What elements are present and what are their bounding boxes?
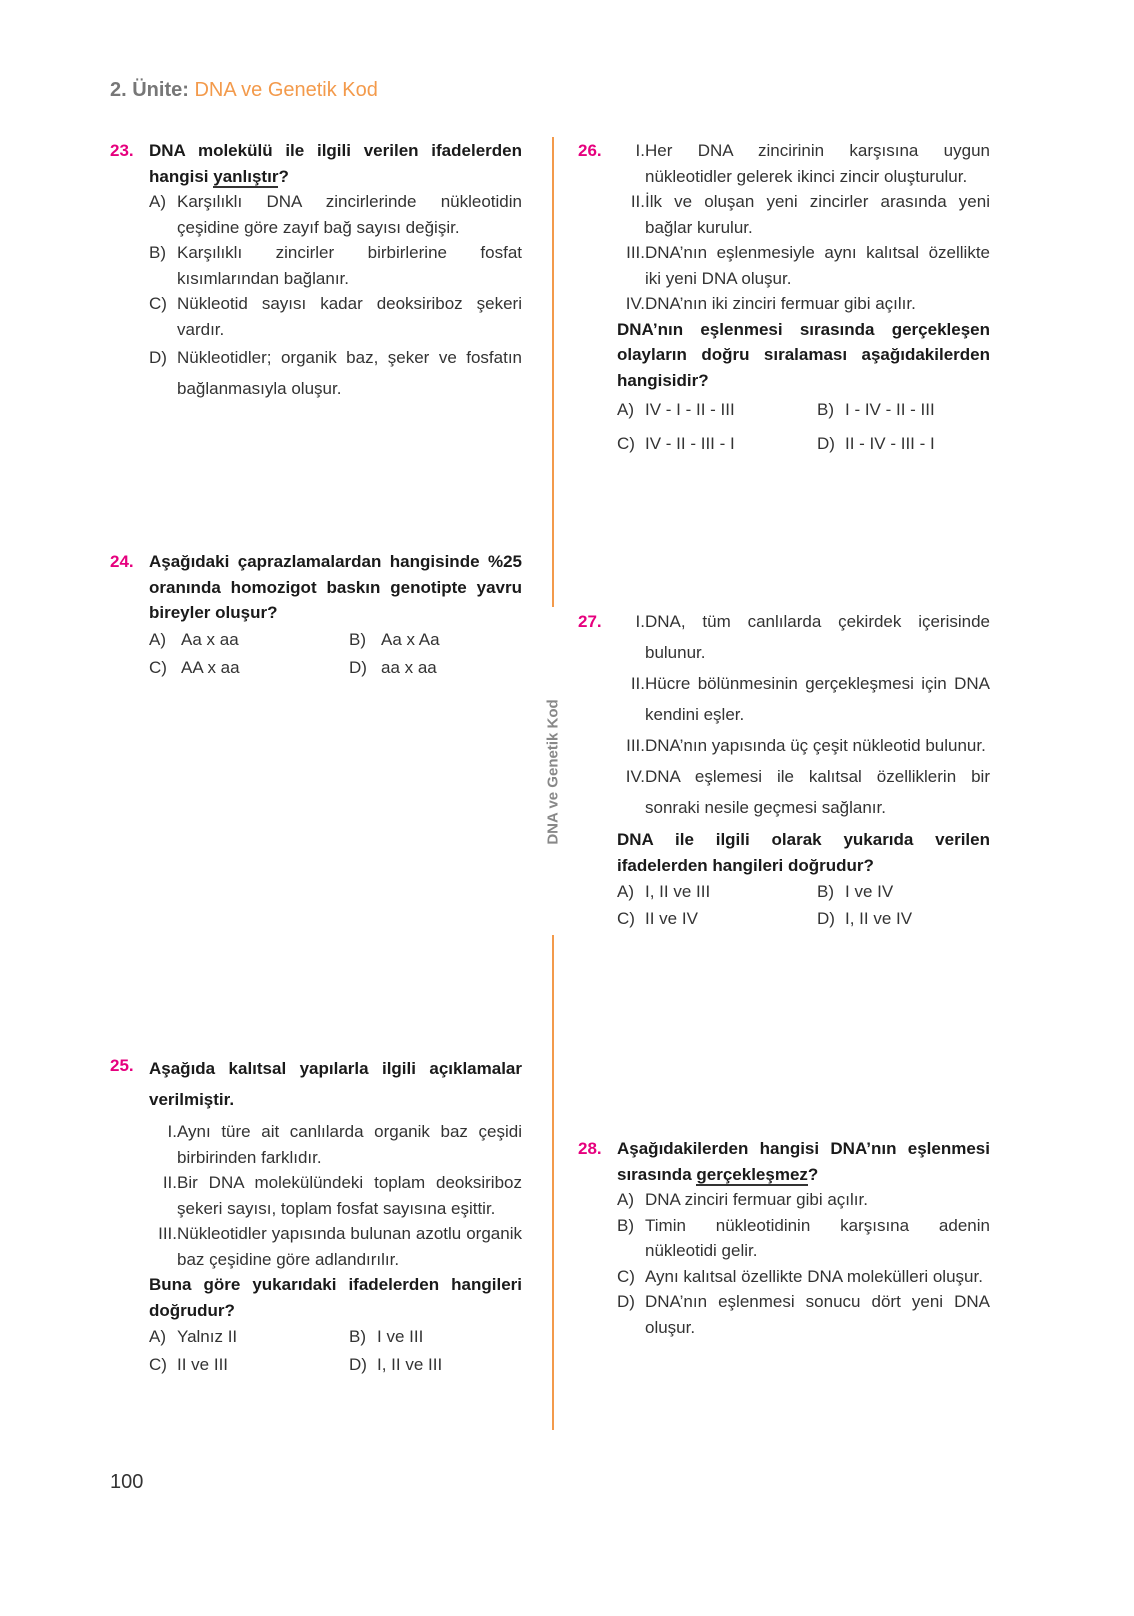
text: II. bbox=[162, 1173, 177, 1192]
text: C) bbox=[617, 909, 635, 928]
option-a[interactable] bbox=[617, 393, 817, 427]
option-c[interactable] bbox=[149, 1351, 349, 1379]
statement-2 bbox=[617, 668, 990, 730]
option-c[interactable] bbox=[149, 654, 349, 682]
text: II ve IV bbox=[645, 909, 698, 928]
question-number: 28. bbox=[578, 1139, 602, 1158]
statement-1 bbox=[617, 138, 990, 189]
text: IV - I - II - III bbox=[645, 400, 735, 419]
question-number: 25. bbox=[110, 1056, 134, 1075]
text: IV. bbox=[625, 294, 645, 313]
emphasis: yanlıştır bbox=[213, 166, 279, 186]
text: DNA’nın eşlenmesiyle aynı kalıtsal özellikte iki yeni DNA oluşur. bbox=[645, 243, 990, 288]
option-a[interactable] bbox=[149, 626, 349, 654]
option-d[interactable] bbox=[817, 905, 1017, 932]
text: Hücre bölünmesinin gerçekleşmesi için DNA kendini eşler. bbox=[645, 674, 990, 724]
text: DNA eşlemesi ile kalıtsal özelliklerin bir sonraki nesile geçmesi sağlanır. bbox=[645, 767, 990, 817]
text: DNA zinciri fermuar gibi açılır. bbox=[645, 1190, 868, 1209]
unit-header bbox=[110, 79, 378, 102]
statement-1 bbox=[617, 606, 990, 668]
page-number: 100 bbox=[110, 1471, 144, 1493]
question-stem bbox=[617, 1136, 990, 1187]
question-number: 23. bbox=[110, 141, 134, 160]
question-28 bbox=[578, 1136, 990, 1340]
text: Aşağıdakilerden hangisi DNA’nın eşlenmesi sırasında bbox=[617, 1139, 990, 1184]
text: A) bbox=[617, 400, 634, 419]
text: C) bbox=[149, 657, 167, 677]
text: DNA molekülü ile ilgili verilen ifadelerden hangisi bbox=[149, 141, 522, 186]
text: I ve IV bbox=[845, 882, 894, 901]
statement-3 bbox=[617, 240, 990, 291]
statement-1 bbox=[149, 1119, 522, 1170]
side-label: DNA ve Genetik Kod bbox=[544, 699, 562, 845]
option-b[interactable] bbox=[817, 393, 1017, 427]
text: Bir DNA molekülündeki toplam deoksiriboz şekeri sayısı, toplam fosfat sayısına eşittir. bbox=[177, 1173, 522, 1218]
option-d[interactable] bbox=[349, 1351, 549, 1379]
question-prompt: DNA’nın eşlenmesi sırasında gerçekleşen olayların doğru sıralaması aşağıdakilerden hangisidir? bbox=[617, 319, 990, 390]
text: Aa x aa bbox=[181, 629, 239, 649]
text: AA x aa bbox=[181, 657, 240, 677]
unit-label: 2. Ünite: bbox=[110, 79, 189, 101]
question-24 bbox=[110, 549, 522, 682]
text: III. bbox=[626, 243, 645, 262]
text: C) bbox=[149, 1355, 167, 1374]
text: B) bbox=[349, 629, 366, 649]
option-c[interactable] bbox=[617, 1264, 990, 1290]
column-divider bbox=[552, 935, 554, 1430]
text: C) bbox=[149, 294, 167, 313]
text: D) bbox=[817, 909, 835, 928]
text: I, II ve III bbox=[377, 1355, 443, 1374]
option-a[interactable] bbox=[149, 1323, 349, 1351]
option-b[interactable] bbox=[349, 1323, 549, 1351]
text: A) bbox=[617, 1190, 634, 1209]
text: I. bbox=[167, 1122, 177, 1141]
text: B) bbox=[817, 882, 834, 901]
option-c[interactable] bbox=[617, 905, 817, 932]
text: Karşılıklı zincirler birbirlerine fosfat kısımlarından bağlanır. bbox=[177, 243, 522, 288]
text: aa x aa bbox=[381, 657, 437, 677]
text: I. bbox=[635, 612, 645, 631]
statement-2 bbox=[617, 189, 990, 240]
option-b[interactable] bbox=[617, 1213, 990, 1264]
option-d[interactable] bbox=[817, 427, 1017, 461]
text: DNA’nın yapısında üç çeşit nükleotid bulunur. bbox=[645, 736, 986, 755]
option-b[interactable] bbox=[149, 240, 522, 291]
option-b[interactable] bbox=[349, 626, 549, 654]
text: A) bbox=[149, 629, 166, 649]
text: I ve III bbox=[377, 1327, 424, 1346]
text: Karşılıklı DNA zincirlerinde nükleotidin çeşidine göre zayıf bağ sayısı değişir. bbox=[177, 192, 522, 237]
text: D) bbox=[349, 1355, 367, 1374]
text: I - IV - II - III bbox=[845, 400, 935, 419]
text: III. bbox=[158, 1224, 177, 1243]
question-number: 27. bbox=[578, 612, 602, 631]
column-divider bbox=[552, 137, 554, 607]
option-a[interactable] bbox=[617, 878, 817, 905]
text: I, II ve III bbox=[645, 882, 711, 901]
text: III. bbox=[626, 736, 645, 755]
question-number: 24. bbox=[110, 552, 134, 571]
text: IV - II - III - I bbox=[645, 434, 735, 453]
text: İlk ve oluşan yeni zincirler arasında yeni bağlar kurulur. bbox=[645, 192, 990, 237]
text: D) bbox=[817, 434, 835, 453]
text: Aynı türe ait canlılarda organik baz çeşidi birbirinden farklıdır. bbox=[177, 1122, 522, 1167]
question-number: 26. bbox=[578, 141, 602, 160]
statement-3 bbox=[617, 730, 990, 761]
question-27 bbox=[578, 606, 990, 932]
statement-4 bbox=[617, 291, 990, 317]
text: Nükleotidler; organik baz, şeker ve fosfatın bağlanmasıyla oluşur. bbox=[177, 348, 522, 398]
text: A) bbox=[149, 192, 166, 211]
text: B) bbox=[349, 1327, 366, 1346]
question-26 bbox=[578, 138, 990, 461]
option-b[interactable] bbox=[817, 878, 1017, 905]
emphasis: gerçekleşmez bbox=[696, 1164, 808, 1184]
text: Nükleotidler yapısında bulunan azotlu organik baz çeşidine göre adlandırılır. bbox=[177, 1224, 522, 1269]
option-c[interactable] bbox=[617, 427, 817, 461]
text: B) bbox=[617, 1215, 634, 1235]
text: C) bbox=[617, 434, 635, 453]
question-stem: Aşağıda kalıtsal yapılarla ilgili açıklamalar verilmiştir. bbox=[149, 1059, 522, 1109]
option-d[interactable] bbox=[617, 1289, 990, 1340]
question-stem: Aşağıdaki çaprazlamalardan hangisinde %25 oranında homozigot baskın genotipte yavru bireyler oluşur? bbox=[149, 552, 522, 622]
text: II. bbox=[630, 192, 645, 211]
text: II. bbox=[630, 674, 645, 693]
statement-2 bbox=[149, 1170, 522, 1221]
text: DNA, tüm canlılarda çekirdek içerisinde bulunur. bbox=[645, 612, 990, 662]
text: Her DNA zincirinin karşısına uygun nükleotidler gelerek ikinci zincir oluşturulur. bbox=[645, 141, 990, 186]
text: Yalnız II bbox=[177, 1327, 238, 1346]
question-stem bbox=[149, 138, 522, 189]
question-prompt: DNA ile ilgili olarak yukarıda verilen ifadelerden hangileri doğrudur? bbox=[617, 830, 990, 875]
text: Aa x Aa bbox=[381, 629, 440, 649]
question-23 bbox=[110, 138, 522, 404]
statement-4 bbox=[617, 761, 990, 823]
text: DNA’nın eşlenmesi sonucu dört yeni DNA oluşur. bbox=[645, 1292, 990, 1337]
statement-3 bbox=[149, 1221, 522, 1272]
text: C) bbox=[617, 1266, 635, 1286]
question-25 bbox=[110, 1053, 522, 1379]
question-prompt: Buna göre yukarıdaki ifadelerden hangileri doğrudur? bbox=[149, 1275, 522, 1320]
text: I, II ve IV bbox=[845, 909, 913, 928]
option-c[interactable] bbox=[149, 291, 522, 342]
text: D) bbox=[149, 348, 167, 367]
text: ? bbox=[278, 166, 289, 186]
text: D) bbox=[349, 657, 367, 677]
text: II ve III bbox=[177, 1355, 229, 1374]
text: ? bbox=[807, 1164, 819, 1184]
text: IV. bbox=[625, 767, 645, 786]
text: B) bbox=[149, 243, 166, 262]
text: Aynı kalıtsal özellikte DNA molekülleri oluşur. bbox=[645, 1266, 983, 1286]
unit-title: DNA ve Genetik Kod bbox=[194, 79, 378, 101]
text: A) bbox=[149, 1327, 166, 1346]
option-d[interactable] bbox=[149, 342, 522, 404]
text: Nükleotid sayısı kadar deoksiriboz şekeri vardır. bbox=[177, 294, 522, 339]
text: DNA’nın iki zinciri fermuar gibi açılır. bbox=[645, 294, 916, 313]
text: I. bbox=[635, 141, 645, 160]
text: D) bbox=[617, 1292, 635, 1311]
option-a[interactable] bbox=[617, 1187, 990, 1213]
option-a[interactable] bbox=[149, 189, 522, 240]
text: A) bbox=[617, 882, 634, 901]
text: Timin nükleotidinin karşısına adenin nükleotidi gelir. bbox=[645, 1215, 990, 1260]
text: B) bbox=[817, 400, 834, 419]
text: II - IV - III - I bbox=[845, 434, 935, 453]
option-d[interactable] bbox=[349, 654, 549, 682]
